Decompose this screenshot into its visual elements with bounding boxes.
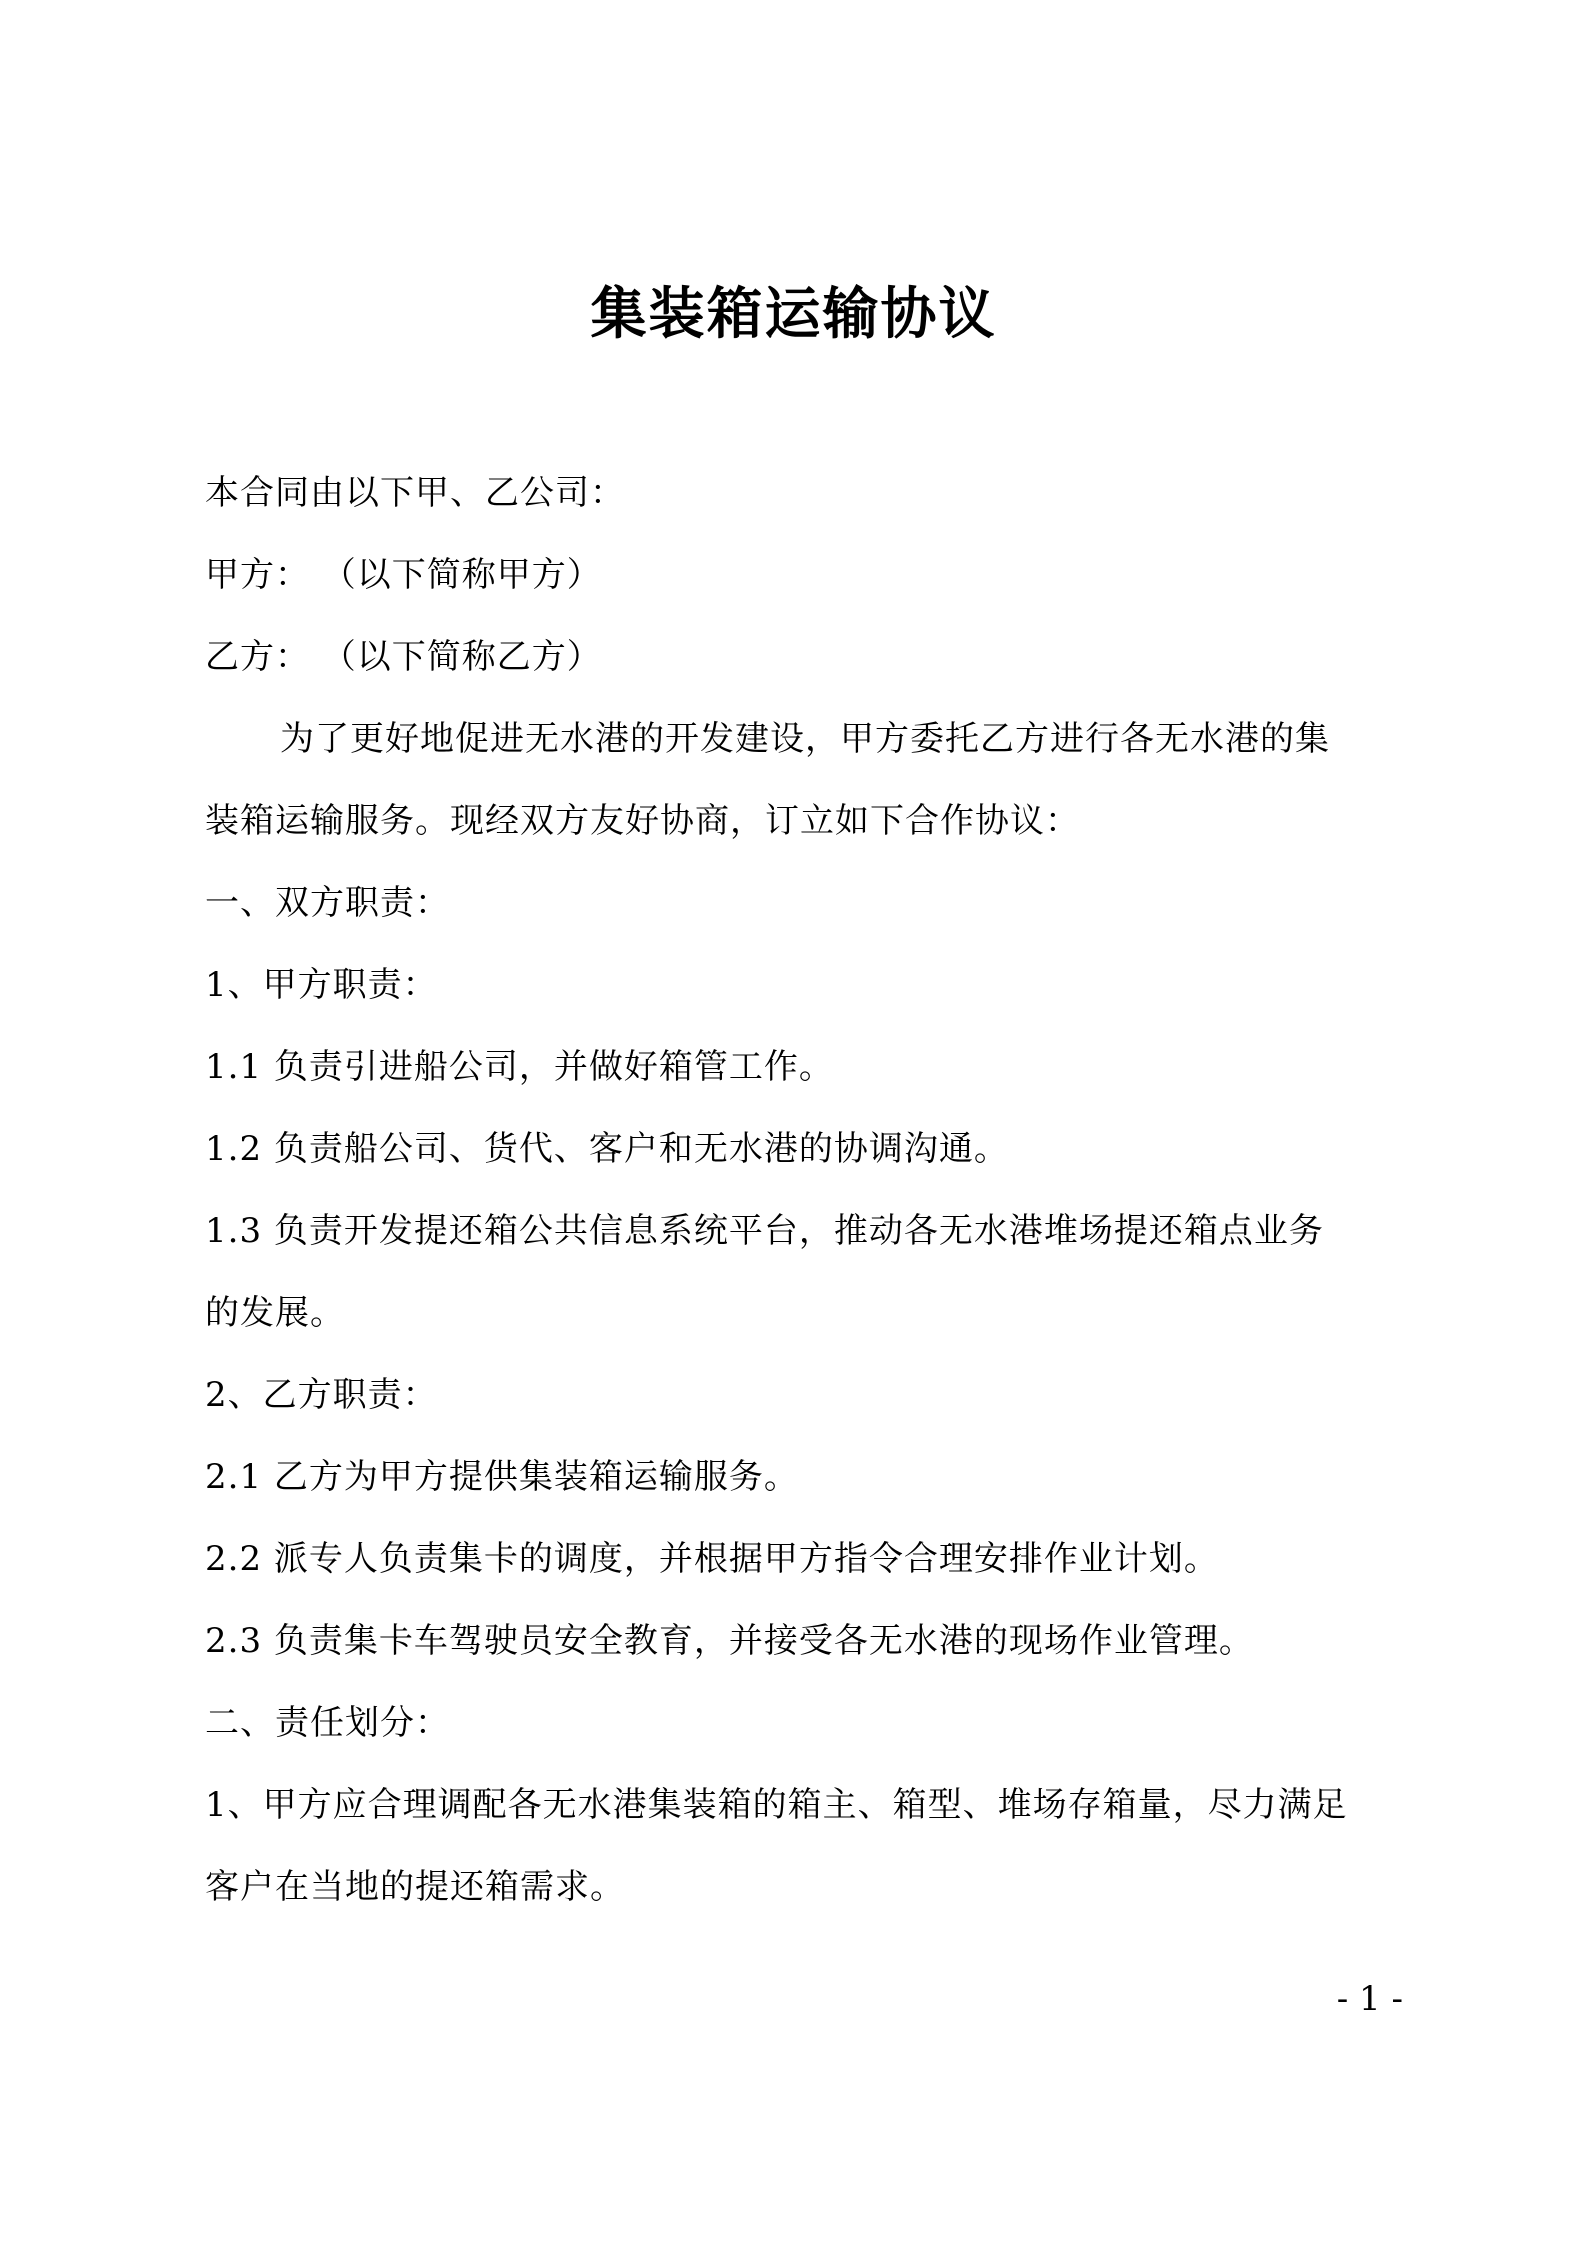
clause-line: 1.1 负责引进船公司，并做好箱管工作。	[205, 1047, 834, 1087]
paragraph-line: 甲方： （以下简称甲方）	[205, 555, 602, 595]
clause-line: 1.3 负责开发提还箱公共信息系统平台，推动各无水港堆场提还箱点业务	[205, 1211, 1324, 1251]
clause-line: 2.1 乙方为甲方提供集装箱运输服务。	[205, 1457, 799, 1497]
paragraph-line: 本合同由以下甲、乙公司：	[205, 473, 625, 513]
clause-line: 1.2 负责船公司、货代、客户和无水港的协调沟通。	[205, 1129, 1009, 1169]
paragraph-line: 乙方： （以下简称乙方）	[205, 637, 602, 677]
clause-line: 1、甲方应合理调配各无水港集装箱的箱主、箱型、堆场存箱量，尽力满足	[205, 1785, 1348, 1825]
page-number: - 1 -	[1336, 1979, 1403, 2019]
section-heading: 二、责任划分：	[205, 1703, 450, 1743]
document-body	[205, 452, 1405, 1928]
subsection-heading: 1、甲方职责：	[205, 965, 438, 1005]
clause-line: 2.3 负责集卡车驾驶员安全教育，并接受各无水港的现场作业管理。	[205, 1621, 1254, 1661]
paragraph-line: 装箱运输服务。现经双方友好协商，订立如下合作协议：	[205, 801, 1080, 841]
document-title: 集装箱运输协议	[590, 281, 997, 347]
clause-line: 的发展。	[205, 1293, 345, 1333]
paragraph-line: 为了更好地促进无水港的开发建设，甲方委托乙方进行各无水港的集	[280, 719, 1330, 759]
clause-line: 2.2 派专人负责集卡的调度，并根据甲方指令合理安排作业计划。	[205, 1539, 1219, 1579]
clause-line: 客户在当地的提还箱需求。	[205, 1867, 625, 1907]
section-heading: 一、双方职责：	[205, 883, 450, 923]
subsection-heading: 2、乙方职责：	[205, 1375, 438, 1415]
